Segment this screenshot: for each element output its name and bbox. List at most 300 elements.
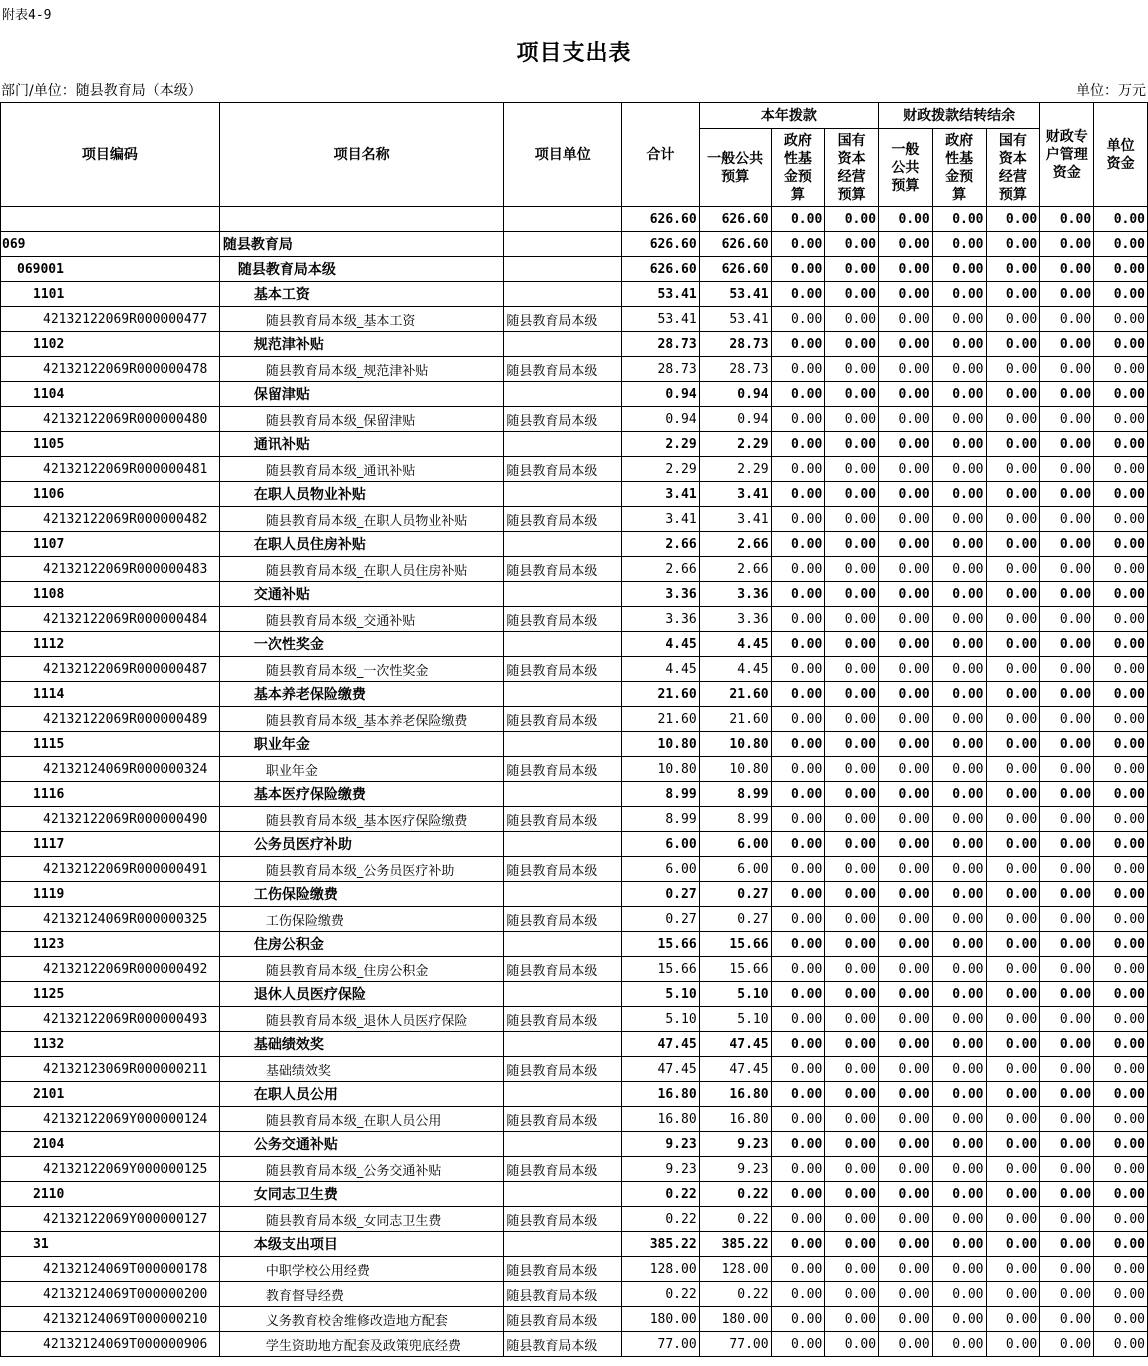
cell-special: 0.00 <box>1040 1282 1094 1307</box>
table-row <box>1 1007 1148 1032</box>
cell-general-2: 0.00 <box>879 882 933 907</box>
cell-fund-2: 0.00 <box>932 332 986 357</box>
code: 1125 <box>1 982 220 1007</box>
cell-general-2: 0.00 <box>879 1132 933 1157</box>
table-row <box>1 582 1148 607</box>
table-row <box>1 807 1148 832</box>
cell-state: 0.00 <box>825 632 879 657</box>
cell-fund: 0.00 <box>771 407 825 432</box>
name: 规范津补贴 <box>219 332 504 357</box>
cell-fund: 0.00 <box>771 1182 825 1207</box>
cell-special: 0.00 <box>1040 1107 1094 1132</box>
cell-state: 0.00 <box>825 507 879 532</box>
unit: 随县教育局本级 <box>504 607 622 632</box>
cell-own: 0.00 <box>1094 632 1148 657</box>
cell-fund-2: 0.00 <box>932 532 986 557</box>
cell-state: 0.00 <box>825 832 879 857</box>
cell-state-2: 0.00 <box>986 657 1040 682</box>
cell-fund: 0.00 <box>771 1157 825 1182</box>
cell-own: 0.00 <box>1094 932 1148 957</box>
cell-general-2: 0.00 <box>879 1207 933 1232</box>
code: 1132 <box>1 1032 220 1057</box>
unit <box>504 982 622 1007</box>
cell-general-2: 0.00 <box>879 307 933 332</box>
cell-general: 180.00 <box>699 1307 771 1332</box>
cell-state-2: 0.00 <box>986 807 1040 832</box>
cell-general-2: 0.00 <box>879 932 933 957</box>
cell-fund-2: 0.00 <box>932 507 986 532</box>
cell-total: 0.94 <box>622 407 700 432</box>
table-row <box>1 1057 1148 1082</box>
cell-special: 0.00 <box>1040 332 1094 357</box>
cell-fund: 0.00 <box>771 957 825 982</box>
cell-own: 0.00 <box>1094 1232 1148 1257</box>
code: 42132122069R000000491 <box>1 857 220 882</box>
code: 069 <box>1 232 220 257</box>
unit: 随县教育局本级 <box>504 1157 622 1182</box>
cell-total: 3.41 <box>622 482 700 507</box>
name <box>219 207 504 232</box>
cell-state: 0.00 <box>825 557 879 582</box>
cell-state: 0.00 <box>825 1282 879 1307</box>
code: 42132122069R000000493 <box>1 1007 220 1032</box>
code: 42132124069T000000178 <box>1 1257 220 1282</box>
cell-total: 8.99 <box>622 782 700 807</box>
name: 随县教育局本级_基本医疗保险缴费 <box>219 807 504 832</box>
cell-own: 0.00 <box>1094 882 1148 907</box>
cell-fund-2: 0.00 <box>932 1057 986 1082</box>
cell-general-2: 0.00 <box>879 1107 933 1132</box>
cell-total: 0.22 <box>622 1182 700 1207</box>
cell-total: 9.23 <box>622 1157 700 1182</box>
code: 42132122069Y000000124 <box>1 1107 220 1132</box>
cell-general: 0.22 <box>699 1182 771 1207</box>
cell-fund-2: 0.00 <box>932 357 986 382</box>
cell-general: 53.41 <box>699 307 771 332</box>
cell-fund-2: 0.00 <box>932 1282 986 1307</box>
cell-fund-2: 0.00 <box>932 582 986 607</box>
cell-general-2: 0.00 <box>879 1232 933 1257</box>
unit <box>504 732 622 757</box>
name: 随县教育局 <box>219 232 504 257</box>
cell-state-2: 0.00 <box>986 832 1040 857</box>
table-row <box>1 1282 1148 1307</box>
cell-total: 0.22 <box>622 1282 700 1307</box>
cell-fund-2: 0.00 <box>932 732 986 757</box>
unit: 随县教育局本级 <box>504 557 622 582</box>
unit <box>504 1082 622 1107</box>
cell-own: 0.00 <box>1094 1107 1148 1132</box>
cell-state: 0.00 <box>825 307 879 332</box>
cell-general-2: 0.00 <box>879 657 933 682</box>
cell-state: 0.00 <box>825 982 879 1007</box>
cell-own: 0.00 <box>1094 382 1148 407</box>
cell-own: 0.00 <box>1094 757 1148 782</box>
cell-total: 4.45 <box>622 632 700 657</box>
code: 1119 <box>1 882 220 907</box>
cell-fund: 0.00 <box>771 607 825 632</box>
cell-fund: 0.00 <box>771 782 825 807</box>
table-row <box>1 557 1148 582</box>
cell-total: 6.00 <box>622 857 700 882</box>
cell-state-2: 0.00 <box>986 1007 1040 1032</box>
unit <box>504 682 622 707</box>
unit: 随县教育局本级 <box>504 957 622 982</box>
cell-general: 2.29 <box>699 432 771 457</box>
header-code: 项目编码 <box>1 103 220 207</box>
cell-fund-2: 0.00 <box>932 857 986 882</box>
code: 42132122069R000000492 <box>1 957 220 982</box>
cell-total: 4.45 <box>622 657 700 682</box>
cell-fund: 0.00 <box>771 857 825 882</box>
cell-state: 0.00 <box>825 1107 879 1132</box>
cell-general: 53.41 <box>699 282 771 307</box>
cell-fund-2: 0.00 <box>932 707 986 732</box>
name: 随县教育局本级_公务员医疗补助 <box>219 857 504 882</box>
cell-state: 0.00 <box>825 1232 879 1257</box>
name: 随县教育局本级_规范津补贴 <box>219 357 504 382</box>
cell-special: 0.00 <box>1040 1082 1094 1107</box>
cell-state-2: 0.00 <box>986 1182 1040 1207</box>
cell-total: 2.29 <box>622 432 700 457</box>
name: 随县教育局本级 <box>219 257 504 282</box>
unit: 随县教育局本级 <box>504 307 622 332</box>
cell-special: 0.00 <box>1040 257 1094 282</box>
cell-fund: 0.00 <box>771 932 825 957</box>
cell-general-2: 0.00 <box>879 482 933 507</box>
code: 1106 <box>1 482 220 507</box>
cell-total: 53.41 <box>622 307 700 332</box>
cell-state: 0.00 <box>825 1007 879 1032</box>
table-row <box>1 332 1148 357</box>
code: 42132124069T000000200 <box>1 1282 220 1307</box>
header-total: 合计 <box>622 103 700 207</box>
cell-special: 0.00 <box>1040 1132 1094 1157</box>
cell-state-2: 0.00 <box>986 282 1040 307</box>
name: 随县教育局本级_通讯补贴 <box>219 457 504 482</box>
cell-fund: 0.00 <box>771 1107 825 1132</box>
cell-state-2: 0.00 <box>986 357 1040 382</box>
table-row <box>1 1132 1148 1157</box>
cell-special: 0.00 <box>1040 682 1094 707</box>
name: 随县教育局本级_一次性奖金 <box>219 657 504 682</box>
cell-own: 0.00 <box>1094 907 1148 932</box>
name: 基本医疗保险缴费 <box>219 782 504 807</box>
cell-special: 0.00 <box>1040 982 1094 1007</box>
unit <box>504 257 622 282</box>
cell-general: 6.00 <box>699 857 771 882</box>
cell-state: 0.00 <box>825 1207 879 1232</box>
cell-general-2: 0.00 <box>879 1057 933 1082</box>
cell-general: 9.23 <box>699 1157 771 1182</box>
cell-special: 0.00 <box>1040 1182 1094 1207</box>
header-state-2: 国有资本经营预算 <box>986 129 1040 207</box>
unit: 随县教育局本级 <box>504 857 622 882</box>
cell-total: 6.00 <box>622 832 700 857</box>
cell-state: 0.00 <box>825 532 879 557</box>
cell-own: 0.00 <box>1094 457 1148 482</box>
cell-general: 9.23 <box>699 1132 771 1157</box>
code: 1123 <box>1 932 220 957</box>
name: 工伤保险缴费 <box>219 882 504 907</box>
cell-general-2: 0.00 <box>879 582 933 607</box>
cell-fund: 0.00 <box>771 657 825 682</box>
cell-state: 0.00 <box>825 257 879 282</box>
cell-fund-2: 0.00 <box>932 832 986 857</box>
unit <box>504 782 622 807</box>
cell-general-2: 0.00 <box>879 757 933 782</box>
table-row <box>1 932 1148 957</box>
cell-fund-2: 0.00 <box>932 1157 986 1182</box>
cell-special: 0.00 <box>1040 507 1094 532</box>
table-row <box>1 407 1148 432</box>
table-row <box>1 757 1148 782</box>
cell-fund-2: 0.00 <box>932 957 986 982</box>
cell-state-2: 0.00 <box>986 682 1040 707</box>
cell-general-2: 0.00 <box>879 857 933 882</box>
cell-state-2: 0.00 <box>986 382 1040 407</box>
cell-state-2: 0.00 <box>986 582 1040 607</box>
cell-total: 2.29 <box>622 457 700 482</box>
unit <box>504 632 622 657</box>
cell-total: 9.23 <box>622 1132 700 1157</box>
cell-state-2: 0.00 <box>986 1207 1040 1232</box>
name: 住房公积金 <box>219 932 504 957</box>
cell-general: 8.99 <box>699 807 771 832</box>
cell-total: 626.60 <box>622 207 700 232</box>
cell-fund: 0.00 <box>771 1257 825 1282</box>
cell-general-2: 0.00 <box>879 907 933 932</box>
cell-general: 47.45 <box>699 1032 771 1057</box>
cell-fund-2: 0.00 <box>932 382 986 407</box>
cell-total: 15.66 <box>622 957 700 982</box>
table-row <box>1 1232 1148 1257</box>
cell-general-2: 0.00 <box>879 832 933 857</box>
table-row <box>1 832 1148 857</box>
code: 1107 <box>1 532 220 557</box>
cell-special: 0.00 <box>1040 1307 1094 1332</box>
cell-special: 0.00 <box>1040 282 1094 307</box>
code: 42132124069R000000324 <box>1 757 220 782</box>
cell-special: 0.00 <box>1040 232 1094 257</box>
cell-state-2: 0.00 <box>986 432 1040 457</box>
cell-state: 0.00 <box>825 757 879 782</box>
cell-general-2: 0.00 <box>879 1257 933 1282</box>
code: 42132122069R000000477 <box>1 307 220 332</box>
cell-total: 5.10 <box>622 1007 700 1032</box>
cell-state: 0.00 <box>825 482 879 507</box>
cell-special: 0.00 <box>1040 807 1094 832</box>
cell-general: 2.29 <box>699 457 771 482</box>
code: 1105 <box>1 432 220 457</box>
cell-fund: 0.00 <box>771 757 825 782</box>
code: 1116 <box>1 782 220 807</box>
code: 2101 <box>1 1082 220 1107</box>
table-row <box>1 682 1148 707</box>
table-row <box>1 507 1148 532</box>
cell-state-2: 0.00 <box>986 1132 1040 1157</box>
code <box>1 207 220 232</box>
cell-general: 626.60 <box>699 207 771 232</box>
cell-state-2: 0.00 <box>986 557 1040 582</box>
cell-state: 0.00 <box>825 1257 879 1282</box>
cell-general: 3.36 <box>699 607 771 632</box>
cell-state: 0.00 <box>825 607 879 632</box>
name: 随县教育局本级_在职人员住房补贴 <box>219 557 504 582</box>
cell-state: 0.00 <box>825 1032 879 1057</box>
cell-own: 0.00 <box>1094 532 1148 557</box>
name: 随县教育局本级_保留津贴 <box>219 407 504 432</box>
unit: 随县教育局本级 <box>504 657 622 682</box>
cell-fund: 0.00 <box>771 582 825 607</box>
cell-general-2: 0.00 <box>879 807 933 832</box>
cell-fund: 0.00 <box>771 1057 825 1082</box>
cell-general: 3.36 <box>699 582 771 607</box>
cell-total: 3.36 <box>622 582 700 607</box>
unit: 随县教育局本级 <box>504 407 622 432</box>
unit <box>504 332 622 357</box>
cell-state-2: 0.00 <box>986 707 1040 732</box>
cell-own: 0.00 <box>1094 657 1148 682</box>
cell-special: 0.00 <box>1040 957 1094 982</box>
cell-own: 0.00 <box>1094 1032 1148 1057</box>
page-title: 项目支出表 <box>516 41 632 66</box>
unit <box>504 932 622 957</box>
name: 职业年金 <box>219 732 504 757</box>
code: 42132124069R000000325 <box>1 907 220 932</box>
cell-special: 0.00 <box>1040 707 1094 732</box>
cell-special: 0.00 <box>1040 432 1094 457</box>
cell-fund: 0.00 <box>771 1207 825 1232</box>
cell-fund: 0.00 <box>771 507 825 532</box>
cell-general: 28.73 <box>699 357 771 382</box>
table-row <box>1 482 1148 507</box>
unit: 随县教育局本级 <box>504 457 622 482</box>
cell-own: 0.00 <box>1094 557 1148 582</box>
table-row <box>1 732 1148 757</box>
cell-state: 0.00 <box>825 682 879 707</box>
cell-state-2: 0.00 <box>986 932 1040 957</box>
cell-special: 0.00 <box>1040 1257 1094 1282</box>
code: 31 <box>1 1232 220 1257</box>
cell-fund: 0.00 <box>771 207 825 232</box>
cell-general: 15.66 <box>699 932 771 957</box>
cell-own: 0.00 <box>1094 857 1148 882</box>
table-row <box>1 1157 1148 1182</box>
cell-general-2: 0.00 <box>879 257 933 282</box>
cell-state: 0.00 <box>825 907 879 932</box>
unit: 随县教育局本级 <box>504 1207 622 1232</box>
cell-special: 0.00 <box>1040 632 1094 657</box>
cell-fund-2: 0.00 <box>932 482 986 507</box>
cell-state-2: 0.00 <box>986 457 1040 482</box>
cell-fund-2: 0.00 <box>932 307 986 332</box>
cell-fund: 0.00 <box>771 1232 825 1257</box>
code: 42132122069R000000482 <box>1 507 220 532</box>
cell-total: 2.66 <box>622 557 700 582</box>
cell-special: 0.00 <box>1040 832 1094 857</box>
cell-state-2: 0.00 <box>986 407 1040 432</box>
cell-special: 0.00 <box>1040 1057 1094 1082</box>
unit: 随县教育局本级 <box>504 1282 622 1307</box>
cell-state: 0.00 <box>825 232 879 257</box>
cell-fund-2: 0.00 <box>932 657 986 682</box>
name: 义务教育校舍维修改造地方配套 <box>219 1307 504 1332</box>
name: 职业年金 <box>219 757 504 782</box>
name: 随县教育局本级_退休人员医疗保险 <box>219 1007 504 1032</box>
cell-total: 626.60 <box>622 257 700 282</box>
cell-general-2: 0.00 <box>879 1007 933 1032</box>
cell-total: 0.94 <box>622 382 700 407</box>
cell-general-2: 0.00 <box>879 457 933 482</box>
name: 随县教育局本级_在职人员公用 <box>219 1107 504 1132</box>
cell-special: 0.00 <box>1040 1007 1094 1032</box>
cell-total: 8.99 <box>622 807 700 832</box>
cell-own: 0.00 <box>1094 1132 1148 1157</box>
cell-state: 0.00 <box>825 1307 879 1332</box>
cell-general: 4.45 <box>699 657 771 682</box>
cell-special: 0.00 <box>1040 482 1094 507</box>
code: 1104 <box>1 382 220 407</box>
attachment-label: 附表4-9 <box>2 8 52 23</box>
cell-general-2: 0.00 <box>879 282 933 307</box>
table-row <box>1 957 1148 982</box>
unit: 随县教育局本级 <box>504 1107 622 1132</box>
code: 42132122069R000000481 <box>1 457 220 482</box>
cell-special: 0.00 <box>1040 457 1094 482</box>
cell-special: 0.00 <box>1040 757 1094 782</box>
code: 42132122069R000000478 <box>1 357 220 382</box>
cell-own: 0.00 <box>1094 582 1148 607</box>
cell-total: 53.41 <box>622 282 700 307</box>
cell-total: 47.45 <box>622 1057 700 1082</box>
header-general-2: 一般公共预算 <box>879 129 933 207</box>
cell-state-2: 0.00 <box>986 1057 1040 1082</box>
cell-state-2: 0.00 <box>986 882 1040 907</box>
cell-general: 0.22 <box>699 1207 771 1232</box>
cell-state: 0.00 <box>825 732 879 757</box>
code: 42132122069R000000489 <box>1 707 220 732</box>
cell-fund-2: 0.00 <box>932 982 986 1007</box>
cell-fund: 0.00 <box>771 532 825 557</box>
department-label: 部门/单位：随县教育局（本级） <box>1 83 202 99</box>
cell-fund: 0.00 <box>771 632 825 657</box>
unit: 随县教育局本级 <box>504 357 622 382</box>
cell-fund-2: 0.00 <box>932 607 986 632</box>
cell-own: 0.00 <box>1094 982 1148 1007</box>
name: 随县教育局本级_在职人员物业补贴 <box>219 507 504 532</box>
cell-general: 128.00 <box>699 1257 771 1282</box>
cell-fund-2: 0.00 <box>932 432 986 457</box>
table-row <box>1 532 1148 557</box>
cell-fund: 0.00 <box>771 707 825 732</box>
unit <box>504 382 622 407</box>
name: 随县教育局本级_女同志卫生费 <box>219 1207 504 1232</box>
cell-general-2: 0.00 <box>879 332 933 357</box>
cell-special: 0.00 <box>1040 782 1094 807</box>
name: 一次性奖金 <box>219 632 504 657</box>
header-general: 一般公共预算 <box>699 129 771 207</box>
cell-fund: 0.00 <box>771 1332 825 1357</box>
cell-special: 0.00 <box>1040 732 1094 757</box>
table-row <box>1 657 1148 682</box>
cell-fund-2: 0.00 <box>932 757 986 782</box>
cell-state-2: 0.00 <box>986 1232 1040 1257</box>
cell-own: 0.00 <box>1094 357 1148 382</box>
cell-fund: 0.00 <box>771 282 825 307</box>
name: 本级支出项目 <box>219 1232 504 1257</box>
cell-total: 0.22 <box>622 1207 700 1232</box>
